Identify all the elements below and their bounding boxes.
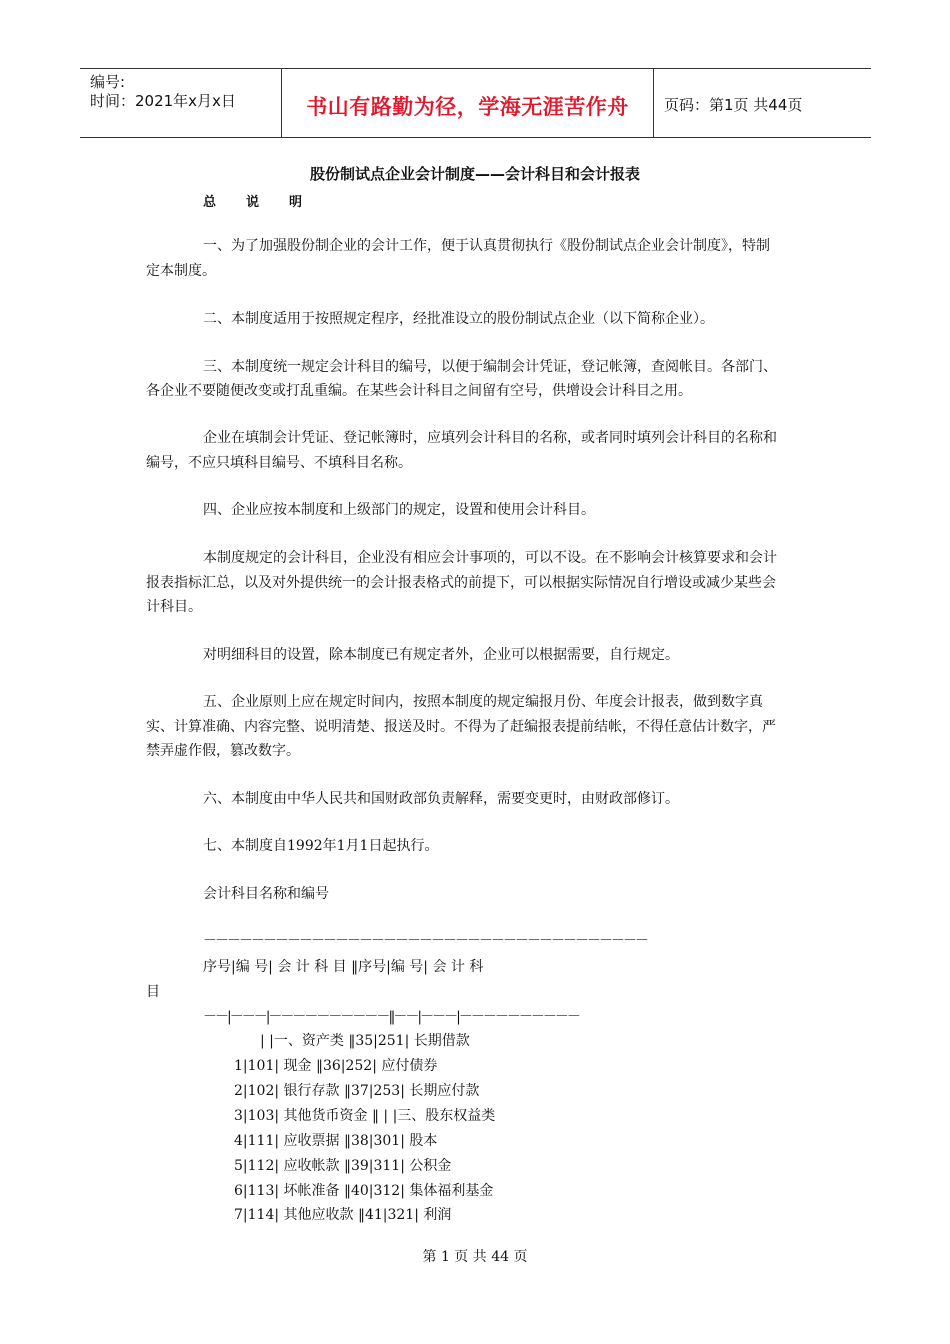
paragraph-line: 七、本制度自1992年1月1日起执行。: [203, 838, 439, 854]
document-time-label: 时间：2021年x月x日: [90, 92, 236, 110]
table-rule: －－－－－－－－－－－－－－－－－－－－－－－－－－－－－－－－－－－－－: [203, 933, 647, 949]
table-row: 2|102| 银行存款 ‖37|253| 长期应付款: [234, 1083, 480, 1099]
page-number-info: 页码：第1页 共44页: [664, 96, 803, 114]
table-row: 4|111| 应收票据 ‖38|301| 股本: [234, 1133, 438, 1149]
paragraph-line: 计科目。: [146, 599, 202, 615]
page-header: [80, 68, 871, 138]
table-row: 7|114| 其他应收款 ‖41|321| 利润: [234, 1207, 452, 1223]
section-heading: 总说明: [203, 195, 333, 210]
paragraph-line: 对明细科目的设置，除本制度已有规定者外，企业可以根据需要，自行规定。: [203, 647, 679, 663]
table-row: 3|103| 其他货币资金 ‖ | |三、股东权益类: [234, 1108, 496, 1124]
paragraph-line: 六、本制度由中华人民共和国财政部负责解释，需要变更时，由财政部修订。: [203, 791, 679, 807]
header-page-cell: [654, 69, 871, 137]
table-row: 5|112| 应收帐款 ‖39|311| 公积金: [234, 1158, 452, 1174]
table-row: 1|101| 现金 ‖36|252| 应付债券: [234, 1058, 438, 1074]
paragraph-line: 一、为了加强股份制企业的会计工作，便于认真贯彻执行《股份制试点企业会计制度》，特制: [203, 238, 770, 254]
paragraph-line: 本制度规定的会计科目，企业没有相应会计事项的，可以不设。在不影响会计核算要求和会计: [203, 550, 777, 566]
paragraph-line: 会计科目名称和编号: [203, 886, 329, 902]
paragraph-line: 定本制度。: [146, 263, 216, 279]
page-footer: 第 1 页 共 44 页: [422, 1249, 528, 1265]
paragraph-line: 各企业不要随便改变或打乱重编。在某些会计科目之间留有空号，供增设会计科目之用。: [146, 383, 692, 399]
document-number-label: 编号:: [90, 73, 126, 91]
paragraph-line: 三、本制度统一规定会计科目的编号，以便于编制会计凭证，登记帐簿，查阅帐目。各部门、: [203, 359, 777, 375]
table-row: | |一、资产类 ‖35|251| 长期借款: [260, 1033, 470, 1049]
header-info-cell: [80, 69, 282, 137]
paragraph-line: 禁弄虚作假，篡改数字。: [146, 743, 300, 759]
table-row: 6|113| 坏帐准备 ‖40|312| 集体福利基金: [234, 1183, 494, 1199]
paragraph-line: 企业在填制会计凭证、登记帐簿时，应填列会计科目的名称，或者同时填列会计科目的名称和: [203, 430, 777, 446]
paragraph-line: 实、计算准确、内容完整、说明清楚、报送及时。不得为了赶编报表提前结帐，不得任意估计数字，严: [146, 719, 776, 735]
paragraph-line: 五、企业原则上应在规定时间内，按照本制度的规定编报月份、年度会计报表，做到数字真: [203, 694, 763, 710]
header-motto-cell: [282, 69, 654, 137]
motto-text: 书山有路勤为径，学海无涯苦作舟: [306, 95, 629, 119]
paragraph-line: 二、本制度适用于按照规定程序，经批准设立的股份制试点企业（以下简称企业）。: [203, 311, 714, 327]
table-header-row: 序号|编 号| 会 计 科 目 ‖序号|编 号| 会 计 科: [203, 959, 484, 975]
table-rule: －－|－－－|－－－－－－－－－－‖－－|－－－|－－－－－－－－－－: [203, 1009, 579, 1025]
table-header-wrap: 目: [146, 984, 160, 1000]
paragraph-line: 四、企业应按本制度和上级部门的规定，设置和使用会计科目。: [203, 502, 595, 518]
paragraph-line: 报表指标汇总，以及对外提供统一的会计报表格式的前提下，可以根据实际情况自行增设或减少某些会: [146, 575, 776, 591]
paragraph-line: 编号，不应只填科目编号、不填科目名称。: [146, 455, 412, 471]
document-title: 股份制试点企业会计制度——会计科目和会计报表: [309, 165, 640, 183]
